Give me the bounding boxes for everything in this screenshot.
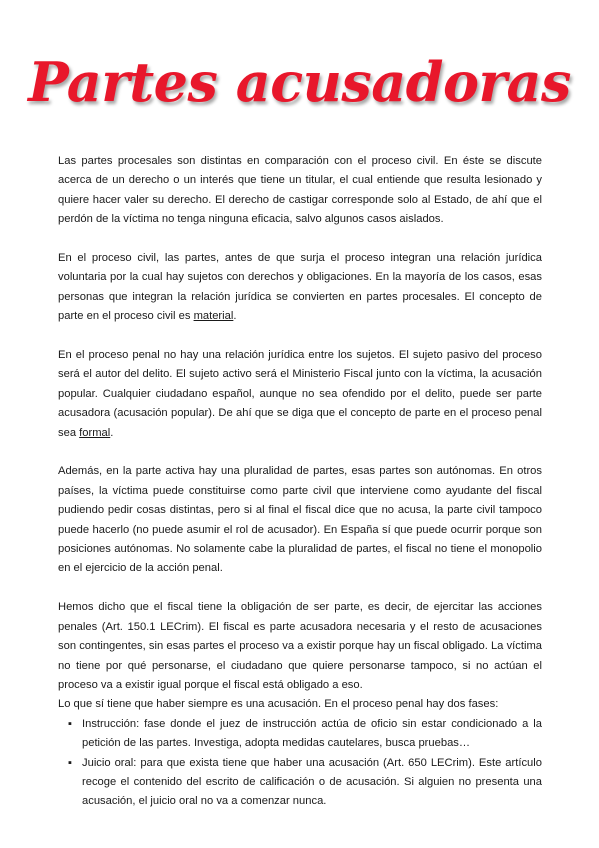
paragraph-end: . (110, 426, 114, 439)
underlined-term-formal: formal (79, 426, 111, 439)
list-item-text: Instrucción: fase donde el juez de instrucción actúa de oficio sin estar condicionado a la petición de las partes. Investiga, adopta medidas cautelares, busca pruebas… (82, 717, 542, 750)
paragraph-text: En el proceso civil, las partes, antes de que surja el proceso integran una relación jurídica voluntaria por la cual hay sujetos con derechos y obligaciones. En la mayoría de los casos, esas personas que integran la relación jurídica se convierten en partes procesales. El concepto de parte en el proceso civil es (58, 252, 542, 323)
paragraph-proceso-penal (58, 346, 542, 443)
bullet-icon: ▪ (68, 717, 72, 730)
list-item-juicio-oral (68, 754, 542, 812)
phases-list (58, 715, 542, 812)
paragraph-partes-procesales: Las partes procesales son distintas en comparación con el proceso civil. En éste se discute acerca de un derecho o un interés que tiene un titular, el cual entiende que resulta lesionado y quiere hacer valer su derecho. El derecho de castigar corresponde solo al Estado, de ahí que el perdón de la víctima no tenga ninguna eficacia, salvo algunos casos aislados. (58, 155, 542, 226)
paragraph-text: En el proceso penal no hay una relación jurídica entre los sujetos. El sujeto pasivo del proceso será el autor del delito. El sujeto activo será el Ministerio Fiscal junto con la víctima, la acusación popular. Cualquier ciudadano español, aunque no sea ofendido por el delito, puede ser parte acusadora (acusación popular). De ahí que se diga que el concepto de parte en el proceso penal sea (58, 349, 542, 439)
list-item-instruccion (68, 715, 542, 754)
paragraph-pluralidad-partes: Además, en la parte activa hay una pluralidad de partes, esas partes son autónomas. En otros países, la víctima puede constituirse como parte civil que interviene como ayudante del fiscal pudiendo pedir cosas distintas, pero si al final el fiscal dice que no acusa, la parte civil tampoco puede hacerlo (no puede asumir el rol de acusador). En España sí que puede ocurrir porque son posiciones autónomas. No solamente cabe la pluralidad de partes, el fiscal no tiene el monopolio en el ejercicio de la acción penal. (58, 465, 542, 575)
bullet-icon: ▪ (68, 756, 72, 769)
paragraph-proceso-civil (58, 249, 542, 327)
list-item-text: Juicio oral: para que exista tiene que haber una acusación (Art. 650 LECrim). Este artículo recoge el contenido del escrito de calificación o de acusación. Si alguien no presenta una acusación, el juicio oral no va a comenzar nunca. (82, 756, 542, 808)
paragraph-acusacion-fases: Lo que sí tiene que haber siempre es una acusación. En el proceso penal hay dos fases: (58, 698, 499, 711)
paragraph-end: . (233, 310, 237, 323)
underlined-term-material: material (193, 310, 234, 323)
page-title: Partes acusadoras (28, 50, 571, 114)
paragraph-fiscal-obligacion: Hemos dicho que el fiscal tiene la obligación de ser parte, es decir, de ejercitar las acciones penales (Art. 150.1 LECrim). El fiscal es parte acusadora necesaria y el resto de acusaciones son contingentes, sin esas partes el proceso va a existir porque hay un fiscal obligado. La víctima no tiene por qué personarse, el ciudadano que quiere personarse tampoco, si no actúan el proceso va a existir igual porque el fiscal está obligado a eso. (58, 601, 542, 691)
document-body (58, 152, 542, 812)
